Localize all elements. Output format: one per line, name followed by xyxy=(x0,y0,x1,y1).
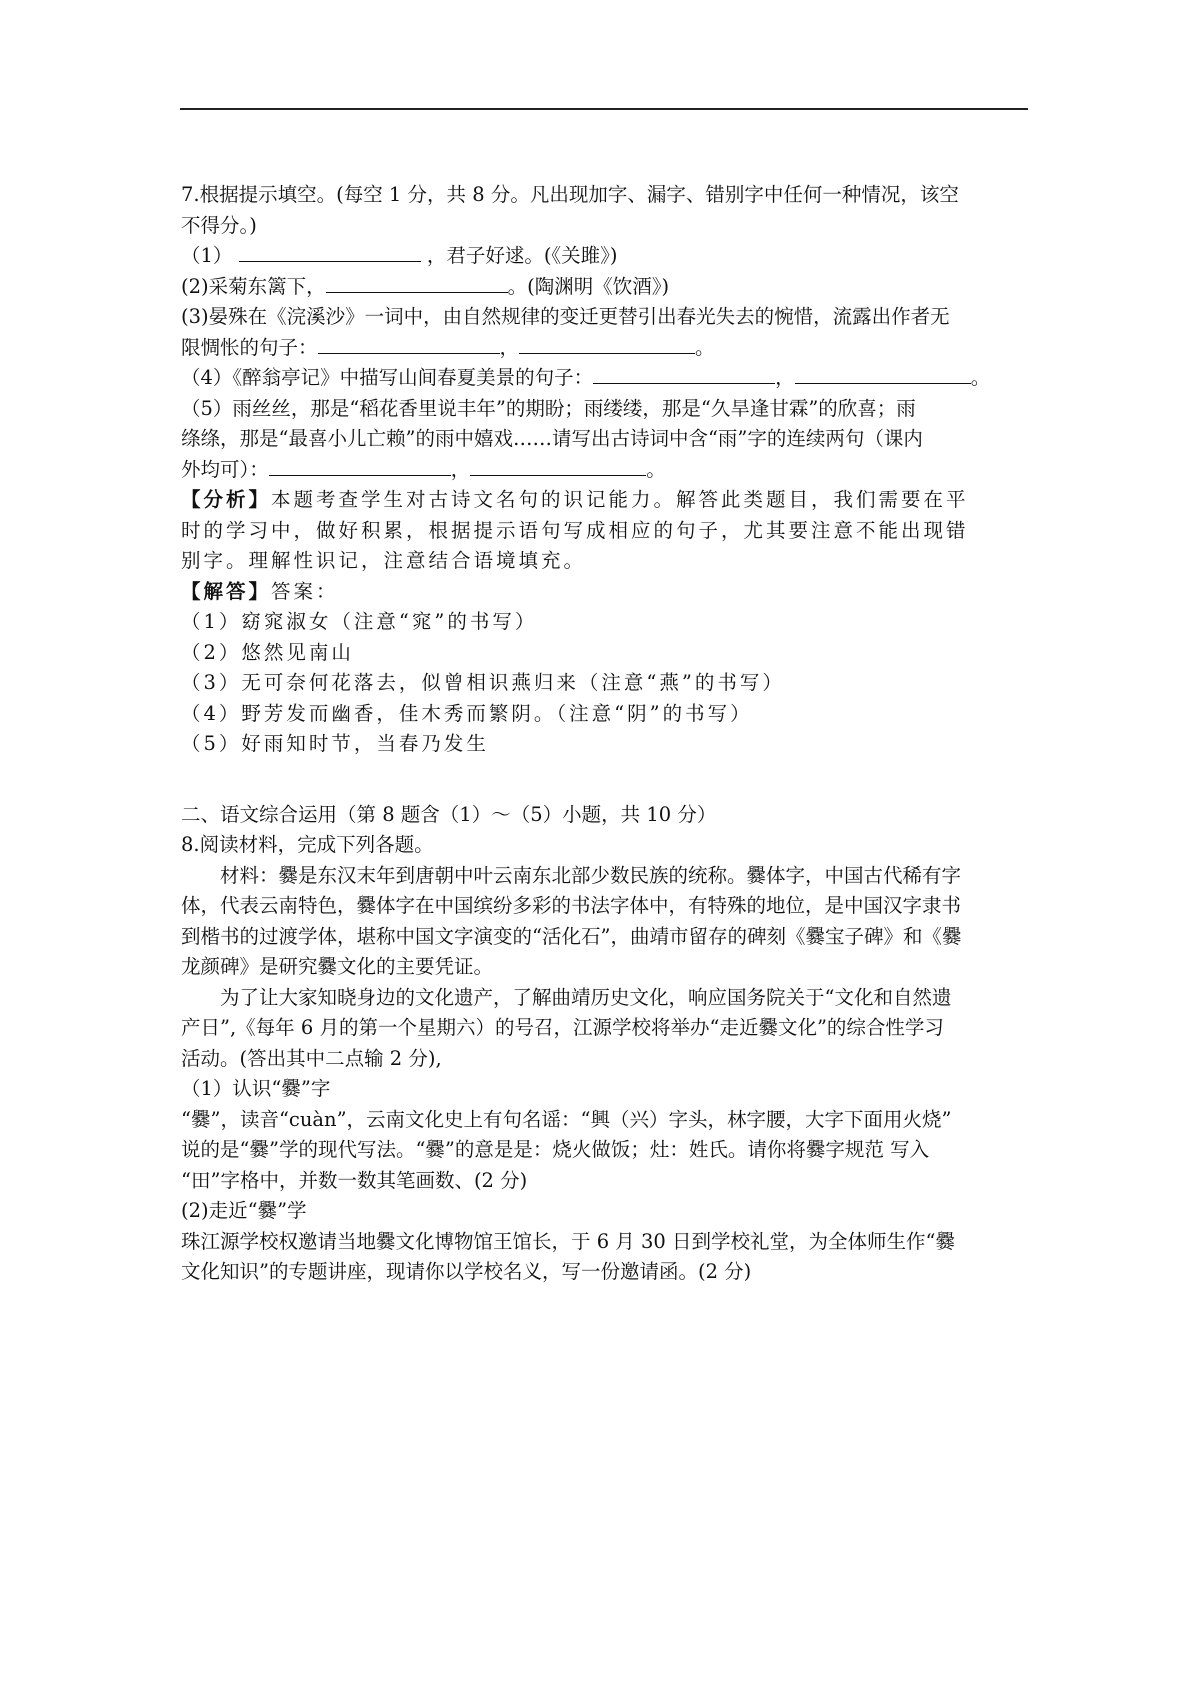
sub2-line2: 文化知识”的专题讲座，现请你以学校名义，写一份邀请函。(2 分) xyxy=(181,1260,752,1283)
header-rule xyxy=(180,108,1028,110)
answer-item: （2）悠然见南山 xyxy=(181,640,354,664)
q7-item1-number: （1） xyxy=(181,244,233,267)
analysis-line3: 别字。理解性识记，注意结合语境填充。 xyxy=(181,549,587,572)
analysis-label: 【分析】 xyxy=(181,488,272,511)
answer-item: （3）无可奈何花落去，似曾相识燕归来（注意“燕”的书写） xyxy=(181,671,785,694)
q7-item2-text: (2)采菊东篱下， xyxy=(181,274,326,298)
q7-item5-text: 外均可）： xyxy=(181,457,269,481)
q7-item5-line1: （5）雨丝丝，那是“稻花香里说丰年”的期盼；雨缕缕，那是“久旱逢甘霖”的欣喜；雨 xyxy=(181,396,916,420)
answer-item: （5）好雨知时节，当春乃发生 xyxy=(181,732,489,755)
para2-line3: 活动。(答出其中二点输 2 分), xyxy=(181,1046,442,1070)
sub1-line2: 说的是“爨”学的现代写法。“爨”的意是是：烧火做饭；灶：姓氏。请你将爨字规范 写入 xyxy=(181,1138,930,1161)
answer-blank[interactable] xyxy=(795,363,971,384)
answer-blank[interactable] xyxy=(269,455,451,476)
answer-blank[interactable] xyxy=(239,241,421,262)
para2-line1: 为了让大家知晓身边的文化遗产，了解曲靖历史文化，响应国务院关于“文化和自然遗 xyxy=(220,985,952,1009)
answer-blank[interactable] xyxy=(593,363,775,384)
q7-title-line2: 不得分。) xyxy=(181,213,257,237)
answer-item: （4）野芳发而幽香，佳木秀而繁阴。（注意“阴”的书写） xyxy=(181,701,753,725)
answer-blank[interactable] xyxy=(519,333,695,354)
sub1-line3: “田”字格中，并数一数其笔画数、(2 分) xyxy=(181,1168,528,1192)
period: 。 xyxy=(970,366,991,389)
q7-title-line1: 7.根据提示填空。(每空 1 分，共 8 分。凡出现加字、漏字、错别字中任何一种情况，该空 xyxy=(181,183,959,206)
document-body xyxy=(181,180,1031,1288)
comma: ， xyxy=(775,366,795,389)
q7-item5-line3 xyxy=(181,455,1031,486)
sub1-line1: “爨”，读音“cuàn”，云南文化史上有句名谣：“興（兴）字头，林字腰，大字下面用火烧” xyxy=(181,1107,952,1131)
sub2-line1: 珠江源学校权邀请当地爨文化博物馆王馆长，于 6 月 30 日到学校礼堂，为全体师生作“爨 xyxy=(181,1229,955,1253)
section-gap xyxy=(181,760,1031,800)
q7-item1-text: ，君子好逑。(《关雎》) xyxy=(426,244,618,267)
comma: ， xyxy=(499,335,520,359)
material-line4: 龙颜碑》是研究爨文化的主要凭证。 xyxy=(181,955,494,978)
answer-heading xyxy=(181,577,1031,608)
q7-item2-source: 。(陶渊明《饮酒》) xyxy=(507,274,670,298)
para2-line2: 产日”,《每年 6 月的第一个星期六）的号召，江源学校将举办“走近爨文化”的综合性学习 xyxy=(181,1016,944,1039)
q7-item3-line1: (3)晏殊在《浣溪沙》一词中，由自然规律的变迁更替引出春光失去的惋惜，流露出作者无 xyxy=(181,305,950,328)
answer-label: 【解答】 xyxy=(181,579,272,603)
section2-heading: 二、语文综合运用（第 8 题含（1）～（5）小题，共 10 分） xyxy=(181,802,717,826)
q7-item3-text: 限惆怅的句子： xyxy=(181,335,318,359)
q7-item4-text: （4）《醉翁亭记》中描写山间春夏美景的句子： xyxy=(181,366,594,389)
analysis-line1 xyxy=(181,485,1031,516)
material-line2: 体，代表云南特色，爨体字在中国缤纷多彩的书法字体中，有特殊的地位，是中国汉字隶书 xyxy=(181,894,962,917)
period: 。 xyxy=(695,335,715,359)
q7-item1 xyxy=(181,241,1031,272)
answer-blank[interactable] xyxy=(326,272,508,293)
analysis-line2: 时的学习中，做好积累，根据提示语句写成相应的句子，尤其要注意不能出现错 xyxy=(181,518,969,542)
sub1-title: （1）认识“爨”字 xyxy=(181,1077,331,1100)
answer-blank[interactable] xyxy=(470,455,646,476)
analysis-text: 本题考查学生对古诗文名句的识记能力。解答此类题目，我们需要在平 xyxy=(271,488,969,511)
q7-item4 xyxy=(181,363,1031,394)
q7-item5-line2: 绦绦，那是“最喜小儿亡赖”的雨中嬉戏……请写出古诗词中含“雨”字的连续两句（课内 xyxy=(181,427,923,450)
sub2-title: (2)走近“爨”学 xyxy=(181,1199,307,1222)
material-line1: 材料：爨是东汉末年到唐朝中叶云南东北部少数民族的统称。爨体字，中国古代稀有字 xyxy=(220,863,962,887)
answer-item: （1）窈窕淑女（注意“窕”的书写） xyxy=(181,610,538,633)
q7-item3-line2 xyxy=(181,333,1031,364)
material-line3: 到楷书的过渡学体，堪称中国文字演变的“活化石”，曲靖市留存的碑刻《爨宝子碑》和《爨 xyxy=(181,924,962,948)
q8-title: 8.阅读材料，完成下列各题。 xyxy=(181,833,434,856)
answer-intro: 答案： xyxy=(271,579,339,603)
comma: ， xyxy=(450,457,471,481)
answer-blank[interactable] xyxy=(318,333,500,354)
period: 。 xyxy=(646,457,666,481)
q7-item2 xyxy=(181,272,1031,303)
